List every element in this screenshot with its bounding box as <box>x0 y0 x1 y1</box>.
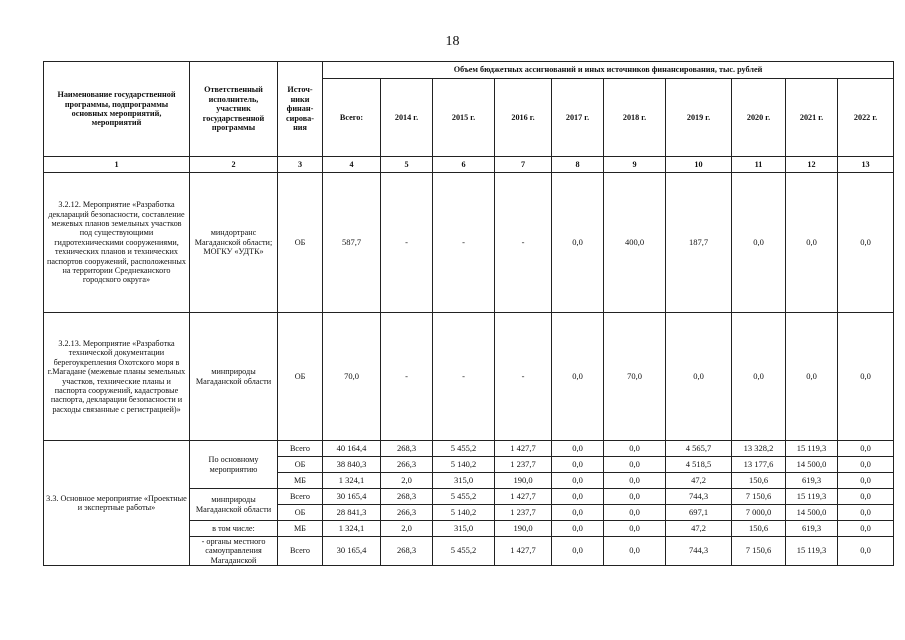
funding-value: 1 427,7 <box>495 537 552 566</box>
event-responsible: - органы местного самоуправления Магаданской <box>190 537 278 566</box>
funding-value: 0,0 <box>552 521 604 537</box>
event-responsible: минприроды Магаданской области <box>190 489 278 521</box>
funding-value: 2,0 <box>381 473 433 489</box>
funding-value: 30 165,4 <box>323 489 381 505</box>
funding-value: 400,0 <box>604 173 666 313</box>
table-row <box>44 173 894 313</box>
funding-value: 0,0 <box>604 537 666 566</box>
header-year: 2018 г. <box>604 79 666 157</box>
funding-value: 0,0 <box>666 313 732 441</box>
funding-value: 2,0 <box>381 521 433 537</box>
funding-value: 150,6 <box>732 521 786 537</box>
funding-value: 619,3 <box>786 473 838 489</box>
funding-value: 268,3 <box>381 441 433 457</box>
table-row <box>44 313 894 441</box>
funding-value: 0,0 <box>838 489 894 505</box>
funding-source: ОБ <box>278 505 323 521</box>
funding-value: 13 177,6 <box>732 457 786 473</box>
funding-value: 0,0 <box>838 505 894 521</box>
table-row <box>44 441 894 457</box>
funding-value: 47,2 <box>666 521 732 537</box>
funding-value: - <box>433 173 495 313</box>
funding-value: 47,2 <box>666 473 732 489</box>
funding-value: 0,0 <box>838 173 894 313</box>
funding-value: 190,0 <box>495 473 552 489</box>
funding-source: Всего <box>278 537 323 566</box>
column-number: 8 <box>552 157 604 173</box>
column-number: 5 <box>381 157 433 173</box>
header-year: 2019 г. <box>666 79 732 157</box>
funding-value: 0,0 <box>604 521 666 537</box>
funding-value: 4 518,5 <box>666 457 732 473</box>
funding-value: 0,0 <box>838 313 894 441</box>
funding-value: 619,3 <box>786 521 838 537</box>
column-number: 6 <box>433 157 495 173</box>
funding-value: 70,0 <box>323 313 381 441</box>
funding-value: 5 455,2 <box>433 441 495 457</box>
funding-value: 266,3 <box>381 505 433 521</box>
header-funding-group: Объем бюджетных ассигнований и иных источников финансирования, тыс. рублей <box>323 62 894 79</box>
header-year: 2015 г. <box>433 79 495 157</box>
funding-value: 0,0 <box>604 441 666 457</box>
funding-value: - <box>495 173 552 313</box>
funding-value: - <box>381 313 433 441</box>
funding-value: 0,0 <box>838 457 894 473</box>
funding-source: МБ <box>278 521 323 537</box>
funding-value: 0,0 <box>604 489 666 505</box>
funding-value: 38 840,3 <box>323 457 381 473</box>
funding-value: 0,0 <box>552 313 604 441</box>
funding-value: 0,0 <box>604 457 666 473</box>
column-number: 2 <box>190 157 278 173</box>
funding-value: 0,0 <box>552 537 604 566</box>
funding-value: 70,0 <box>604 313 666 441</box>
funding-value: 1 427,7 <box>495 441 552 457</box>
funding-value: 744,3 <box>666 537 732 566</box>
header-name: Наименование государственной программы, подпрограммы основных мероприятий, мероприятий <box>44 62 190 157</box>
funding-source: ОБ <box>278 457 323 473</box>
event-responsible: минприроды Магаданской области <box>190 313 278 441</box>
funding-value: 14 500,0 <box>786 457 838 473</box>
funding-source: ОБ <box>278 173 323 313</box>
column-number: 4 <box>323 157 381 173</box>
funding-value: 266,3 <box>381 457 433 473</box>
funding-value: 190,0 <box>495 521 552 537</box>
funding-value: 5 140,2 <box>433 505 495 521</box>
funding-value: 0,0 <box>552 173 604 313</box>
event-name: 3.3. Основное мероприятие «Проектные и экспертные работы» <box>44 441 190 566</box>
funding-value: 268,3 <box>381 537 433 566</box>
funding-value: 30 165,4 <box>323 537 381 566</box>
funding-value: 0,0 <box>604 505 666 521</box>
funding-source: Всего <box>278 489 323 505</box>
header-year: Всего: <box>323 79 381 157</box>
header-year: 2022 г. <box>838 79 894 157</box>
funding-value: 1 324,1 <box>323 473 381 489</box>
header-year: 2020 г. <box>732 79 786 157</box>
funding-value: 1 427,7 <box>495 489 552 505</box>
column-number: 9 <box>604 157 666 173</box>
funding-source: Всего <box>278 441 323 457</box>
funding-value: - <box>433 313 495 441</box>
header-responsible: Ответственный исполнитель, участник государственной программы <box>190 62 278 157</box>
funding-value: 0,0 <box>786 173 838 313</box>
header-year: 2017 г. <box>552 79 604 157</box>
funding-value: 0,0 <box>552 505 604 521</box>
funding-value: 0,0 <box>552 489 604 505</box>
funding-value: 0,0 <box>552 441 604 457</box>
event-name: 3.2.12. Мероприятие «Разработка деклараций безопасности, составление межевых планов земельных участков под существующими гидротехническими сооружениями, технических планов и технических паспортов сооружений, расположенных на территории Среднеканского городского округа» <box>44 173 190 313</box>
funding-value: 14 500,0 <box>786 505 838 521</box>
funding-value: 315,0 <box>433 521 495 537</box>
funding-value: 15 119,3 <box>786 441 838 457</box>
column-number: 3 <box>278 157 323 173</box>
funding-value: 7 000,0 <box>732 505 786 521</box>
event-responsible: По основному мероприятию <box>190 441 278 489</box>
funding-table <box>43 61 894 566</box>
funding-value: 4 565,7 <box>666 441 732 457</box>
funding-value: 40 164,4 <box>323 441 381 457</box>
funding-value: 187,7 <box>666 173 732 313</box>
funding-value: 587,7 <box>323 173 381 313</box>
header-source: Источ-ники финан-сирова-ния <box>278 62 323 157</box>
column-number: 7 <box>495 157 552 173</box>
event-responsible: в том числе: <box>190 521 278 537</box>
event-name: 3.2.13. Мероприятие «Разработка технической документации берегоукрепления Охотского моря в г.Магадане (межевые планы земельных участков, технические планы и паспорта сооружений, кадастровые паспорта, декларации безопасности и расходы связанные с регистрацией)» <box>44 313 190 441</box>
header-year: 2016 г. <box>495 79 552 157</box>
event-responsible: миндортранс Магаданской области; МОГКУ «УДТК» <box>190 173 278 313</box>
header-year: 2021 г. <box>786 79 838 157</box>
funding-value: 28 841,3 <box>323 505 381 521</box>
header-year: 2014 г. <box>381 79 433 157</box>
funding-value: 0,0 <box>604 473 666 489</box>
funding-value: 1 324,1 <box>323 521 381 537</box>
funding-value: - <box>495 313 552 441</box>
funding-value: 5 455,2 <box>433 489 495 505</box>
funding-source: МБ <box>278 473 323 489</box>
funding-value: 7 150,6 <box>732 489 786 505</box>
funding-value: 13 328,2 <box>732 441 786 457</box>
funding-value: 1 237,7 <box>495 457 552 473</box>
funding-value: 0,0 <box>786 313 838 441</box>
column-number: 10 <box>666 157 732 173</box>
funding-value: 1 237,7 <box>495 505 552 521</box>
funding-value: 268,3 <box>381 489 433 505</box>
funding-value: 0,0 <box>838 521 894 537</box>
column-number: 13 <box>838 157 894 173</box>
funding-value: 0,0 <box>552 457 604 473</box>
funding-value: 0,0 <box>732 173 786 313</box>
page-number: 18 <box>445 34 460 49</box>
funding-value: 5 455,2 <box>433 537 495 566</box>
funding-value: 697,1 <box>666 505 732 521</box>
column-number: 12 <box>786 157 838 173</box>
funding-source: ОБ <box>278 313 323 441</box>
funding-value: 15 119,3 <box>786 537 838 566</box>
funding-value: 15 119,3 <box>786 489 838 505</box>
column-number: 1 <box>44 157 190 173</box>
funding-value: 5 140,2 <box>433 457 495 473</box>
funding-value: - <box>381 173 433 313</box>
column-number: 11 <box>732 157 786 173</box>
funding-value: 150,6 <box>732 473 786 489</box>
funding-value: 0,0 <box>552 473 604 489</box>
funding-value: 315,0 <box>433 473 495 489</box>
funding-value: 744,3 <box>666 489 732 505</box>
funding-value: 0,0 <box>838 473 894 489</box>
funding-value: 7 150,6 <box>732 537 786 566</box>
funding-value: 0,0 <box>732 313 786 441</box>
funding-value: 0,0 <box>838 537 894 566</box>
funding-value: 0,0 <box>838 441 894 457</box>
